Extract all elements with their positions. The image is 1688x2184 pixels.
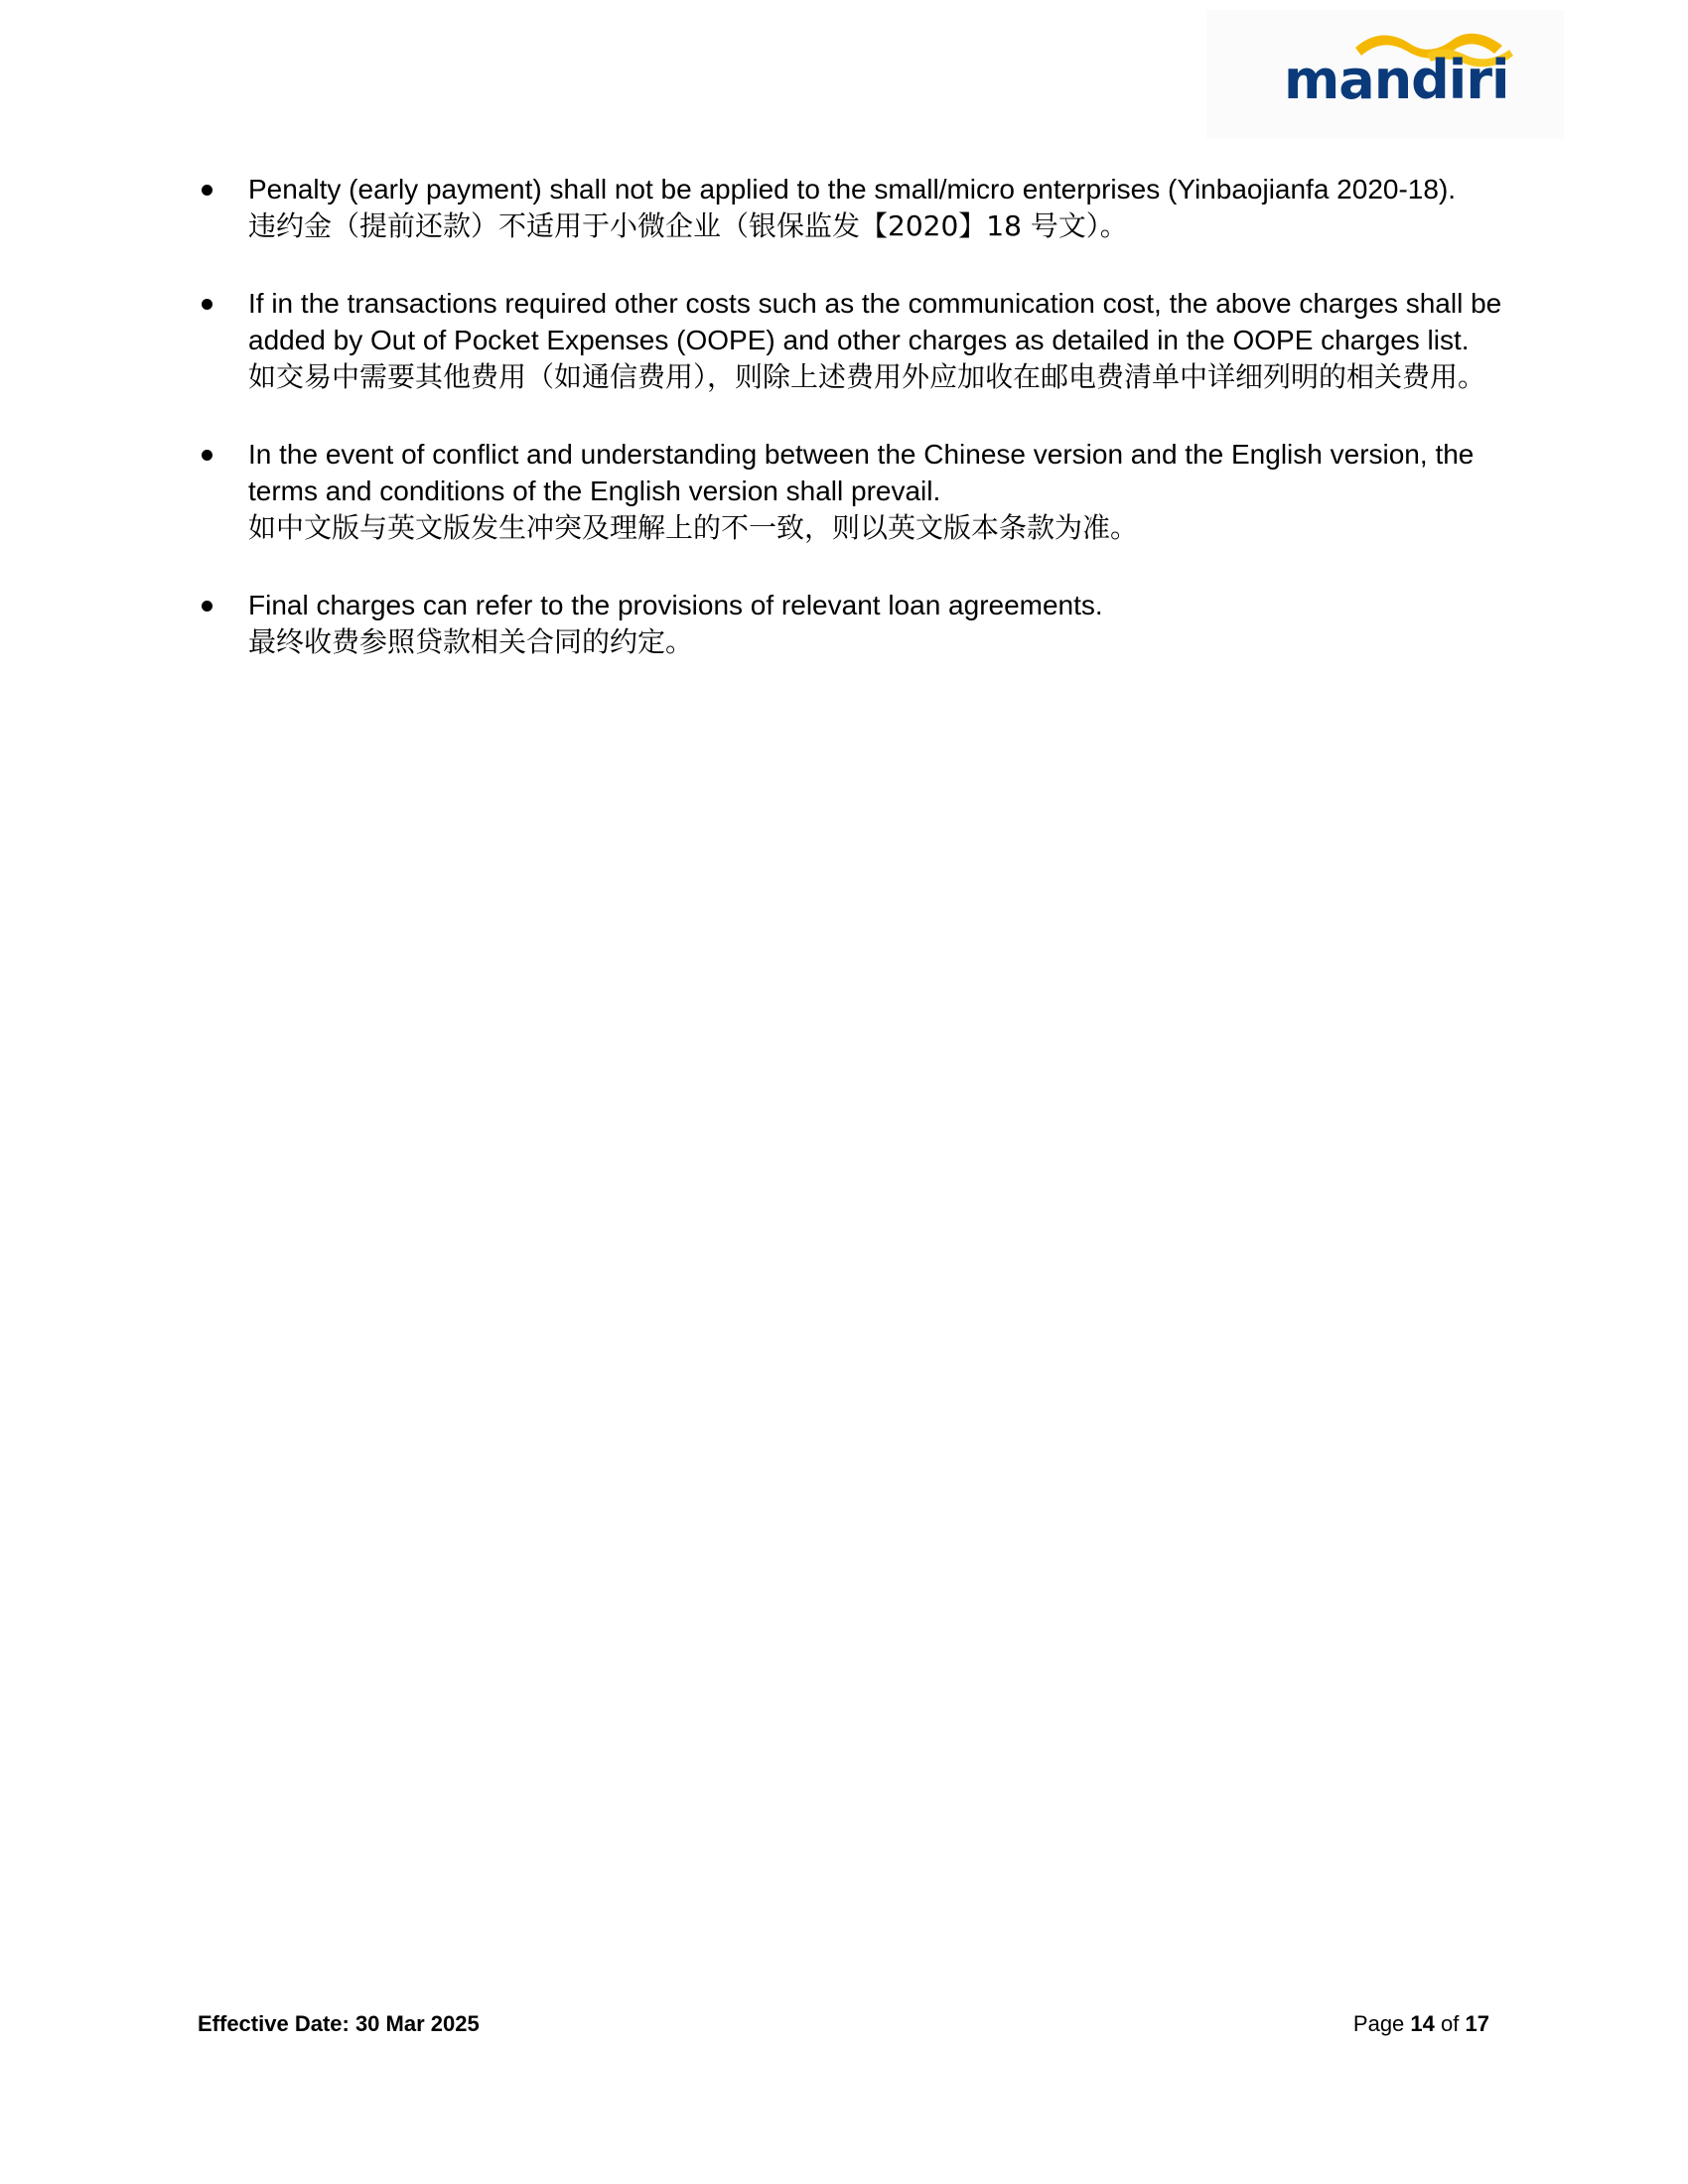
item-chinese-text: 最终收费参照贷款相关合同的约定。 [248, 625, 694, 658]
item-english-text: If in the transactions required other costs such as the communication cost, the above charges shall be added by Out of Pocket Expenses (OOPE) and other charges as detailed in the OOPE charges list. [248, 288, 1502, 355]
page-number [1353, 2011, 1489, 2037]
bank-logo [1206, 10, 1564, 139]
effective-date: Effective Date: 30 Mar 2025 [198, 2011, 480, 2036]
item-english-text: In the event of conflict and understanding between the Chinese version and the English version, the terms and conditions of the English version shall prevail. [248, 439, 1475, 506]
list-item [194, 587, 1504, 661]
item-english-text: Final charges can refer to the provisions of relevant loan agreements. [248, 590, 1103, 620]
bullet-icon [202, 185, 212, 196]
page-total: 17 [1465, 2011, 1489, 2036]
page-current: 14 [1410, 2011, 1435, 2036]
bullet-icon [202, 601, 212, 612]
notes-list [194, 171, 1504, 701]
item-chinese-text: 如中文版与英文版发生冲突及理解上的不一致，则以英文版本条款为准。 [248, 511, 1139, 544]
bullet-icon [202, 299, 212, 310]
item-chinese-text: 违约金（提前还款）不适用于小微企业（银保监发【2020】18 号文）。 [248, 209, 1128, 242]
item-chinese-text: 如交易中需要其他费用（如通信费用），则除上述费用外应加收在邮电费清单中详细列明的相关费用。 [248, 360, 1486, 393]
list-item [194, 285, 1504, 396]
page-of: of [1441, 2011, 1460, 2036]
list-item [194, 171, 1504, 245]
bullet-icon [202, 450, 212, 461]
logo-text: mandiri [1284, 49, 1509, 111]
page-prefix: Page [1352, 2011, 1405, 2036]
item-english-text: Penalty (early payment) shall not be applied to the small/micro enterprises (Yinbaojianfa 2020-18). [248, 174, 1457, 205]
list-item [194, 436, 1504, 547]
